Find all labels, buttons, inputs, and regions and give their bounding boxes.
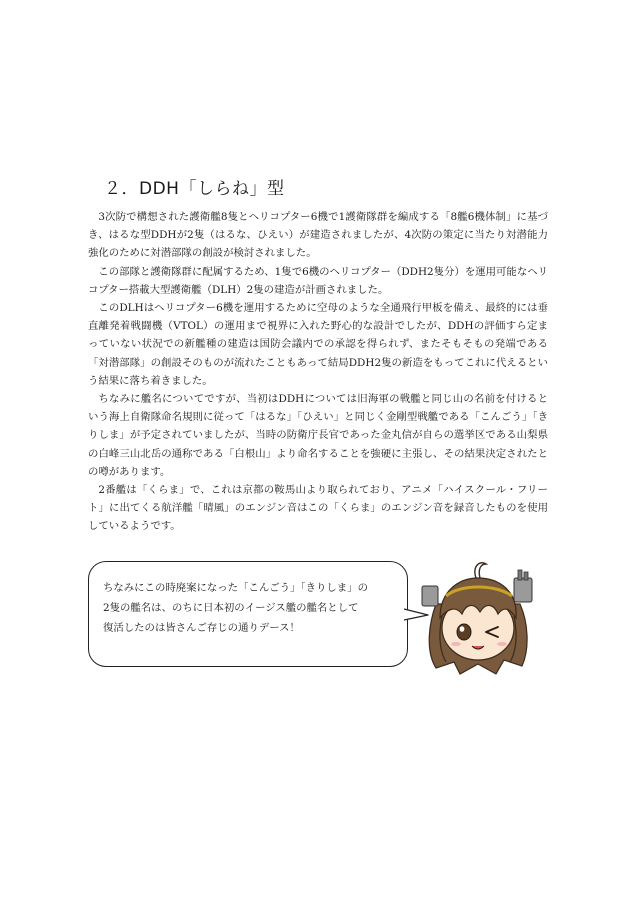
paragraph: この部隊と護衛隊群に配属するため、1隻で6機のヘリコプター（DDH2隻分）を運用可能なヘリコプター搭載大型護衛艦（DLH）2隻の建造が計画されました。 bbox=[88, 265, 548, 296]
section-title: ２．DDH「しらね」型 bbox=[104, 179, 285, 199]
paragraph: このDLHはヘリコプター6機を運用するために空母のような全通飛行甲板を備え、最終的には垂直離発着戦闘機（VTOL）の運用まで視界に入れた野心的な設計でしたが、DDHの評価すら定まっていない状況での新艦種の建造は国防会議内での承認を得られず、またそもそもの発端である「対潜部隊」の創設そのものが流れたこともあって結局DDH2隻の新造をもってこれに代えるという結果に落ち着きました。 bbox=[88, 302, 548, 387]
body-text bbox=[88, 208, 548, 536]
paragraph: 2番艦は「くらま」で、これは京都の鞍馬山より取られており、アニメ「ハイスクール・フリート」に出てくる航洋艦「晴風」のエンジン音はこの「くらま」のエンジン音を録音したものを使用しているようです。 bbox=[88, 484, 548, 533]
speech-line: 復活したのは皆さんご存じの通りデース！ bbox=[103, 622, 300, 634]
speech-bubble-text bbox=[103, 578, 397, 638]
speech-line: ちなみにこの時廃案になった「こんごう」「きりしま」の bbox=[103, 582, 368, 594]
paragraph: 3次防で構想された護衛艦8隻とヘリコプター6機で1護衛隊群を編成する「8艦6機体制」に基づき、はるな型DDHが2隻（はるな、ひえい）が建造されましたが、4次防の策定に当たり対潜能力強化のために対潜部隊の創設が検討されました。 bbox=[88, 211, 548, 260]
speech-line: 2隻の艦名は、のちに日本初のイージス艦の艦名として bbox=[103, 602, 359, 614]
paragraph: ちなみに艦名についてですが、当初はDDHについては旧海軍の戦艦と同じ山の名前を付けるという海上自衛隊命名規則に従って「はるな」「ひえい」と同じく金剛型戦艦である「こんごう」「きりしま」が予定されていましたが、当時の防衛庁長官であった金丸信が自らの選挙区である山梨県の白峰三山北岳の通称である「白根山」より命名することを強硬に主張し、その結果決定されたとの噂があります。 bbox=[88, 393, 548, 478]
chibi-character-icon bbox=[414, 556, 542, 676]
speech-bubble bbox=[88, 561, 408, 667]
